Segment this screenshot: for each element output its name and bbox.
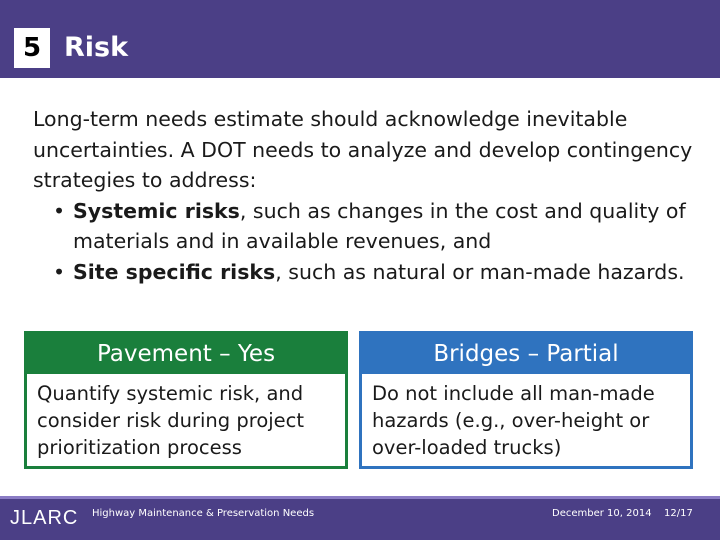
bullet-text: , such as changes in the cost and quality of materials and in available revenues, and: [73, 198, 686, 253]
pavement-text: Quantify systemic risk, and consider risk during project prioritization process: [37, 382, 305, 459]
bridges-text: Do not include all man-made hazards (e.g., over-height or over-loaded trucks): [372, 382, 655, 459]
bullet-icon: •: [53, 198, 66, 223]
bridges-heading: Bridges – Partial: [362, 334, 690, 374]
bridges-box: [359, 331, 693, 469]
slide-number: 5: [14, 28, 50, 68]
bullet-list: [33, 196, 703, 288]
bullet-item: [33, 196, 703, 257]
footer-title: Highway Maintenance & Preservation Needs: [92, 508, 315, 519]
intro-paragraph: Long-term needs estimate should acknowledge inevitable uncertainties. A DOT needs to analyze and develop contingency strategies to address:: [33, 107, 693, 192]
bullet-icon: •: [53, 259, 66, 284]
footer-accent-line: [0, 496, 720, 499]
pavement-box: [24, 331, 348, 469]
jlarc-logo: JLARC: [10, 507, 79, 529]
bullet-bold: Site specific risks: [73, 259, 276, 284]
body-text: [33, 104, 703, 287]
bullet-item: [33, 257, 703, 288]
bullet-text: , such as natural or man-made hazards.: [275, 259, 685, 284]
footer-date: December 10, 2014: [552, 508, 652, 519]
page-number: 12/17: [664, 508, 693, 519]
slide-title: Risk: [64, 32, 129, 63]
bullet-bold: Systemic risks: [73, 198, 240, 223]
pavement-heading: Pavement – Yes: [27, 334, 345, 374]
